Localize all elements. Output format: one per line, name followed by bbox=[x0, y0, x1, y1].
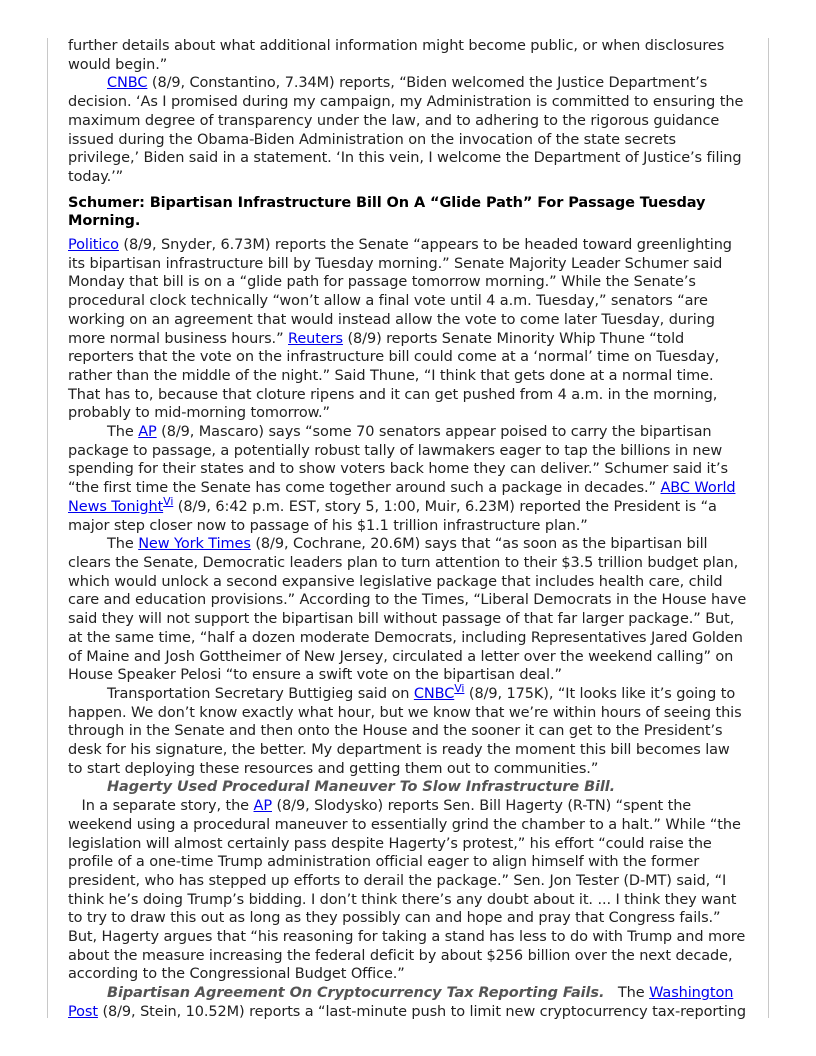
nyt-link[interactable]: New York Times bbox=[138, 536, 251, 553]
nyt-paragraph: The New York Times (8/9, Cochrane, 20.6M) says that “as soon as the bipartisan bill clears the Senate, Democratic leaders plan to turn attention to their $3.5 trillion budget plan, which would unlock a second expansive legislative package that includes health care, child care and education provisions.” According to the Times, “Liberal Democrats in the House have said they will not support the bipartisan bill without passage of that far larger package.” But, at the same time, “half a dozen moderate Democrats, including Representatives Jared Golden of Maine and Josh Gottheimer of New Jersey, circulated a letter over the weekend calling” on House Speaker Pelosi “to ensure a swift vote on the bipartisan deal.” bbox=[68, 536, 747, 684]
washington-post-link[interactable]: Washington Post bbox=[68, 985, 734, 1020]
cnbc-link[interactable]: CNBC bbox=[107, 75, 148, 92]
reuters-link[interactable]: Reuters bbox=[288, 330, 343, 347]
cnbc-link-2[interactable]: CNBC bbox=[413, 685, 455, 702]
politico-link[interactable]: Politico bbox=[68, 237, 119, 254]
ap-link-2[interactable]: AP bbox=[253, 798, 272, 815]
crypto-paragraph: Bipartisan Agreement On Cryptocurrency Tax Reporting Fails. The Washington Post (8/9, Stein, 10.52M) reports a “last-minute push to limit new cryptocurrency tax-reporting bbox=[68, 985, 746, 1020]
cnbc-video-link[interactable]: Vi bbox=[454, 682, 465, 696]
ap-paragraph: The AP (8/9, Mascaro) says “some 70 senators appear poised to carry the bipartisan package to passage, a potentially robust tally of lawmakers eager to tap the billions in new spending for their states and to show voters back home they can deliver.” Schumer said it’s “the first time the Senate has come together around such a package in decades.” ABC World News Tonight$^{Vi}$ (8/9, 6:42 p.m. EST, story 5, 1:00, Muir, 6.23M) reported the President is “a major step closer now to passage of his $1.1 trillion infrastructure plan.” bbox=[68, 424, 736, 534]
left-margin-rule bbox=[47, 38, 48, 1018]
continued-paragraph: further details about what additional information might become public, or when disclosures would begin.” bbox=[68, 38, 725, 73]
ap-link[interactable]: AP bbox=[138, 424, 157, 441]
abc-world-news-link[interactable]: ABC World News Tonight bbox=[68, 480, 736, 515]
right-margin-rule bbox=[768, 38, 769, 1018]
politico-paragraph: Politico (8/9, Snyder, 6.73M) reports the Senate “appears to be headed toward greenlighting its bipartisan infrastructure bill by Tuesday morning.” Senate Majority Leader Schumer said Monday that bill is on a “glide path for passage tomorrow morning.” While the Senate’s procedural clock technically “won’t allow a final vote until 4 a.m. Tuesday,” senators “are working on an agreement that would instead allow the vote to come later Tuesday, during more normal business hours.” Reuters (8/9) reports Senate Minority Whip Thune “told reporters that the vote on the infrastructure bill could come at a ‘normal’ time on Tuesday, rather than the middle of the night.” Said Thune, “I think that gets done at a normal time. That has to, because that cloture ripens and it can get pushed from 4 a.m. in the morning, probably to mid-morning tomorrow.” bbox=[68, 237, 732, 422]
cnbc-paragraph: CNBC (8/9, Constantino, 7.34M) reports, “Biden welcomed the Justice Department’s decision. ‘As I promised during my campaign, my Administration is committed to ensuring the maximum degree of transparency under the law, and to adhering to the rigorous guidance issued during the Obama-Biden Administration on the invocation of the state secrets privilege,’ Biden said in a statement. ‘In this vein, I welcome the Department of Justice’s filing today.’” bbox=[68, 75, 744, 185]
hagerty-paragraph: Hagerty Used Procedural Maneuver To Slow Infrastructure Bill. In a separate story, the AP (8/9, Slodysko) reports Sen. Bill Hagerty (R-TN) “spent the weekend using a procedural maneuver to essentially grind the chamber to a halt.” While “the legislation will almost certainly pass despite Hagerty’s protest,” his effort “could raise the profile of a one-time Trump administration official eager to align himself with the former president, who has stepped up efforts to derail the package.” Sen. Jon Tester (D-MT) said, “I think he’s doing Trump’s bidding. I don’t think there’s any doubt about it. ... I think they want to try to draw this out as long as they possibly can and hope and pray that Congress fails.” But, Hagerty argues that “his reasoning for taking a stand has less to do with Trump and more about the measure increasing the federal deficit by about $256 billion over the next decade, according to the Congressional Budget Office.” bbox=[68, 779, 746, 983]
hagerty-subhead: Hagerty Used Procedural Maneuver To Slow Infrastructure Bill. bbox=[107, 779, 616, 796]
abc-video-link[interactable]: Vi bbox=[163, 495, 174, 509]
buttigieg-paragraph: Transportation Secretary Buttigieg said on CNBC$^{Vi}$ (8/9, 175K), “It looks like it’s going to happen. We don’t know exactly what hour, but we know that we’re within hours of seeing this through in the Senate and then onto the House and the sooner it can get to the President’s desk for his signature, the better. My department is ready the moment this bill becomes law to start deploying these resources and getting them out to communities.” bbox=[68, 682, 742, 777]
document-body bbox=[68, 37, 748, 1022]
crypto-subhead: Bipartisan Agreement On Cryptocurrency Tax Reporting Fails. bbox=[107, 985, 605, 1002]
section-heading: Schumer: Bipartisan Infrastructure Bill On A “Glide Path” For Passage Tuesday Morning. bbox=[68, 194, 706, 230]
